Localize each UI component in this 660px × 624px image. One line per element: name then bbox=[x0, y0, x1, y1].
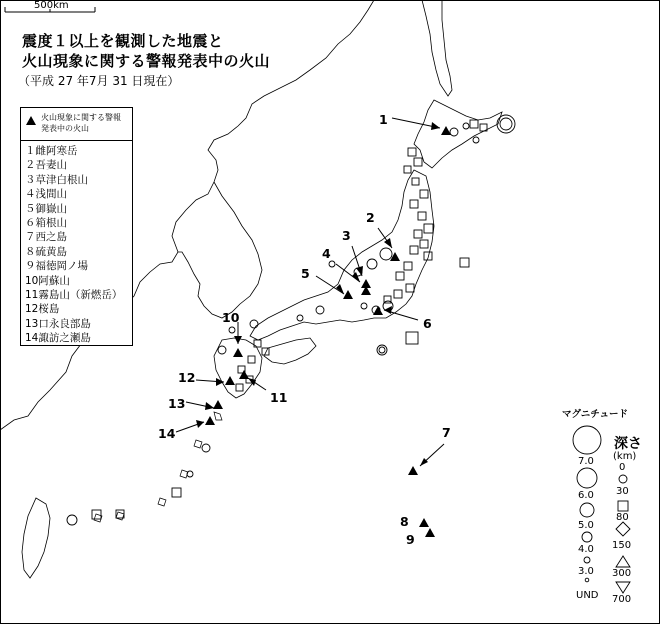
depth-legend-unit: (km) bbox=[613, 451, 637, 462]
volcano-list-item: ４浅間山 bbox=[25, 188, 67, 201]
volcano-list-item: ６箱根山 bbox=[25, 217, 67, 230]
volcano-list-item: ９福徳岡ノ場 bbox=[25, 260, 88, 273]
volcano-number-label: 10 bbox=[222, 310, 240, 325]
depth-value: 80 bbox=[616, 512, 629, 523]
volcano-number-label: 12 bbox=[178, 370, 196, 385]
volcano-markers bbox=[205, 126, 451, 537]
shikoku-coast bbox=[264, 338, 316, 364]
volcano-list bbox=[21, 141, 132, 346]
volcano-list-item: 10阿蘇山 bbox=[25, 274, 70, 287]
sakhalin-coast bbox=[422, 0, 452, 96]
magnitude-value: 3.0 bbox=[578, 566, 594, 577]
magnitude-value: 7.0 bbox=[578, 456, 594, 467]
legend-symbol-label: 火山現象に関する警報発表中の火山 bbox=[41, 113, 121, 133]
volcano-number-label: 1 bbox=[379, 112, 388, 127]
hokkaido-coast bbox=[414, 100, 502, 168]
volcano-number-label: 6 bbox=[423, 316, 432, 331]
volcano-list-item: 14諏訪之瀬島 bbox=[25, 332, 91, 345]
volcano-list-item: ２吾妻山 bbox=[25, 159, 67, 172]
honshu-coast bbox=[250, 170, 434, 340]
volcano-number-label: 9 bbox=[406, 532, 415, 547]
legend-header bbox=[21, 108, 132, 141]
volcano-number-label: 3 bbox=[342, 228, 351, 243]
depth-value: 300 bbox=[612, 568, 632, 579]
earthquake-markers bbox=[67, 115, 515, 525]
magnitude-legend-symbols bbox=[573, 426, 601, 582]
volcano-legend bbox=[20, 107, 133, 346]
taiwan-coast bbox=[22, 498, 50, 578]
map-date: （平成 27 年7月 31 日現在） bbox=[18, 74, 180, 88]
magnitude-value: UND bbox=[576, 590, 599, 601]
depth-value: 0 bbox=[619, 462, 626, 473]
volcano-list-item: １雌阿寒岳 bbox=[25, 145, 78, 157]
korea-coast bbox=[178, 182, 262, 318]
magnitude-legend-title: マグニチュード bbox=[562, 409, 629, 420]
volcano-number-label: 4 bbox=[322, 246, 331, 261]
magnitude-value: 4.0 bbox=[578, 544, 594, 555]
map-title-line1: 震度１以上を観測した地震と bbox=[22, 32, 224, 50]
scale-label: 500km bbox=[34, 0, 69, 11]
volcano-list-item: 12桜島 bbox=[25, 303, 60, 316]
depth-value: 30 bbox=[616, 486, 629, 497]
volcano-list-item: ８硫黄島 bbox=[25, 245, 67, 258]
volcano-number-label: 8 bbox=[400, 514, 409, 529]
depth-value: 700 bbox=[612, 594, 632, 605]
volcano-number-label: 11 bbox=[270, 390, 288, 405]
map-title-line2: 火山現象に関する警報発表中の火山 bbox=[22, 52, 271, 70]
volcano-list-item: ３草津白根山 bbox=[25, 173, 88, 186]
depth-value: 150 bbox=[612, 540, 632, 551]
volcano-number-label: 7 bbox=[442, 425, 451, 440]
magnitude-value: 6.0 bbox=[578, 490, 594, 501]
volcano-number-label: 13 bbox=[168, 396, 186, 411]
volcano-list-item: ７西之島 bbox=[25, 231, 67, 244]
arrow-heads bbox=[196, 122, 440, 466]
volcano-number-label: 5 bbox=[301, 266, 310, 281]
magnitude-value: 5.0 bbox=[578, 520, 594, 531]
volcano-list-item: 11霧島山（新燃岳） bbox=[25, 289, 123, 302]
volcano-number-label: 2 bbox=[366, 210, 375, 225]
volcano-triangle-icon bbox=[26, 116, 36, 125]
volcano-list-item: ５御嶽山 bbox=[25, 202, 67, 215]
volcano-number-label: 14 bbox=[158, 426, 176, 441]
depth-legend-title: 深さ bbox=[614, 436, 642, 452]
volcano-list-item: 13口永良部島 bbox=[25, 317, 91, 330]
